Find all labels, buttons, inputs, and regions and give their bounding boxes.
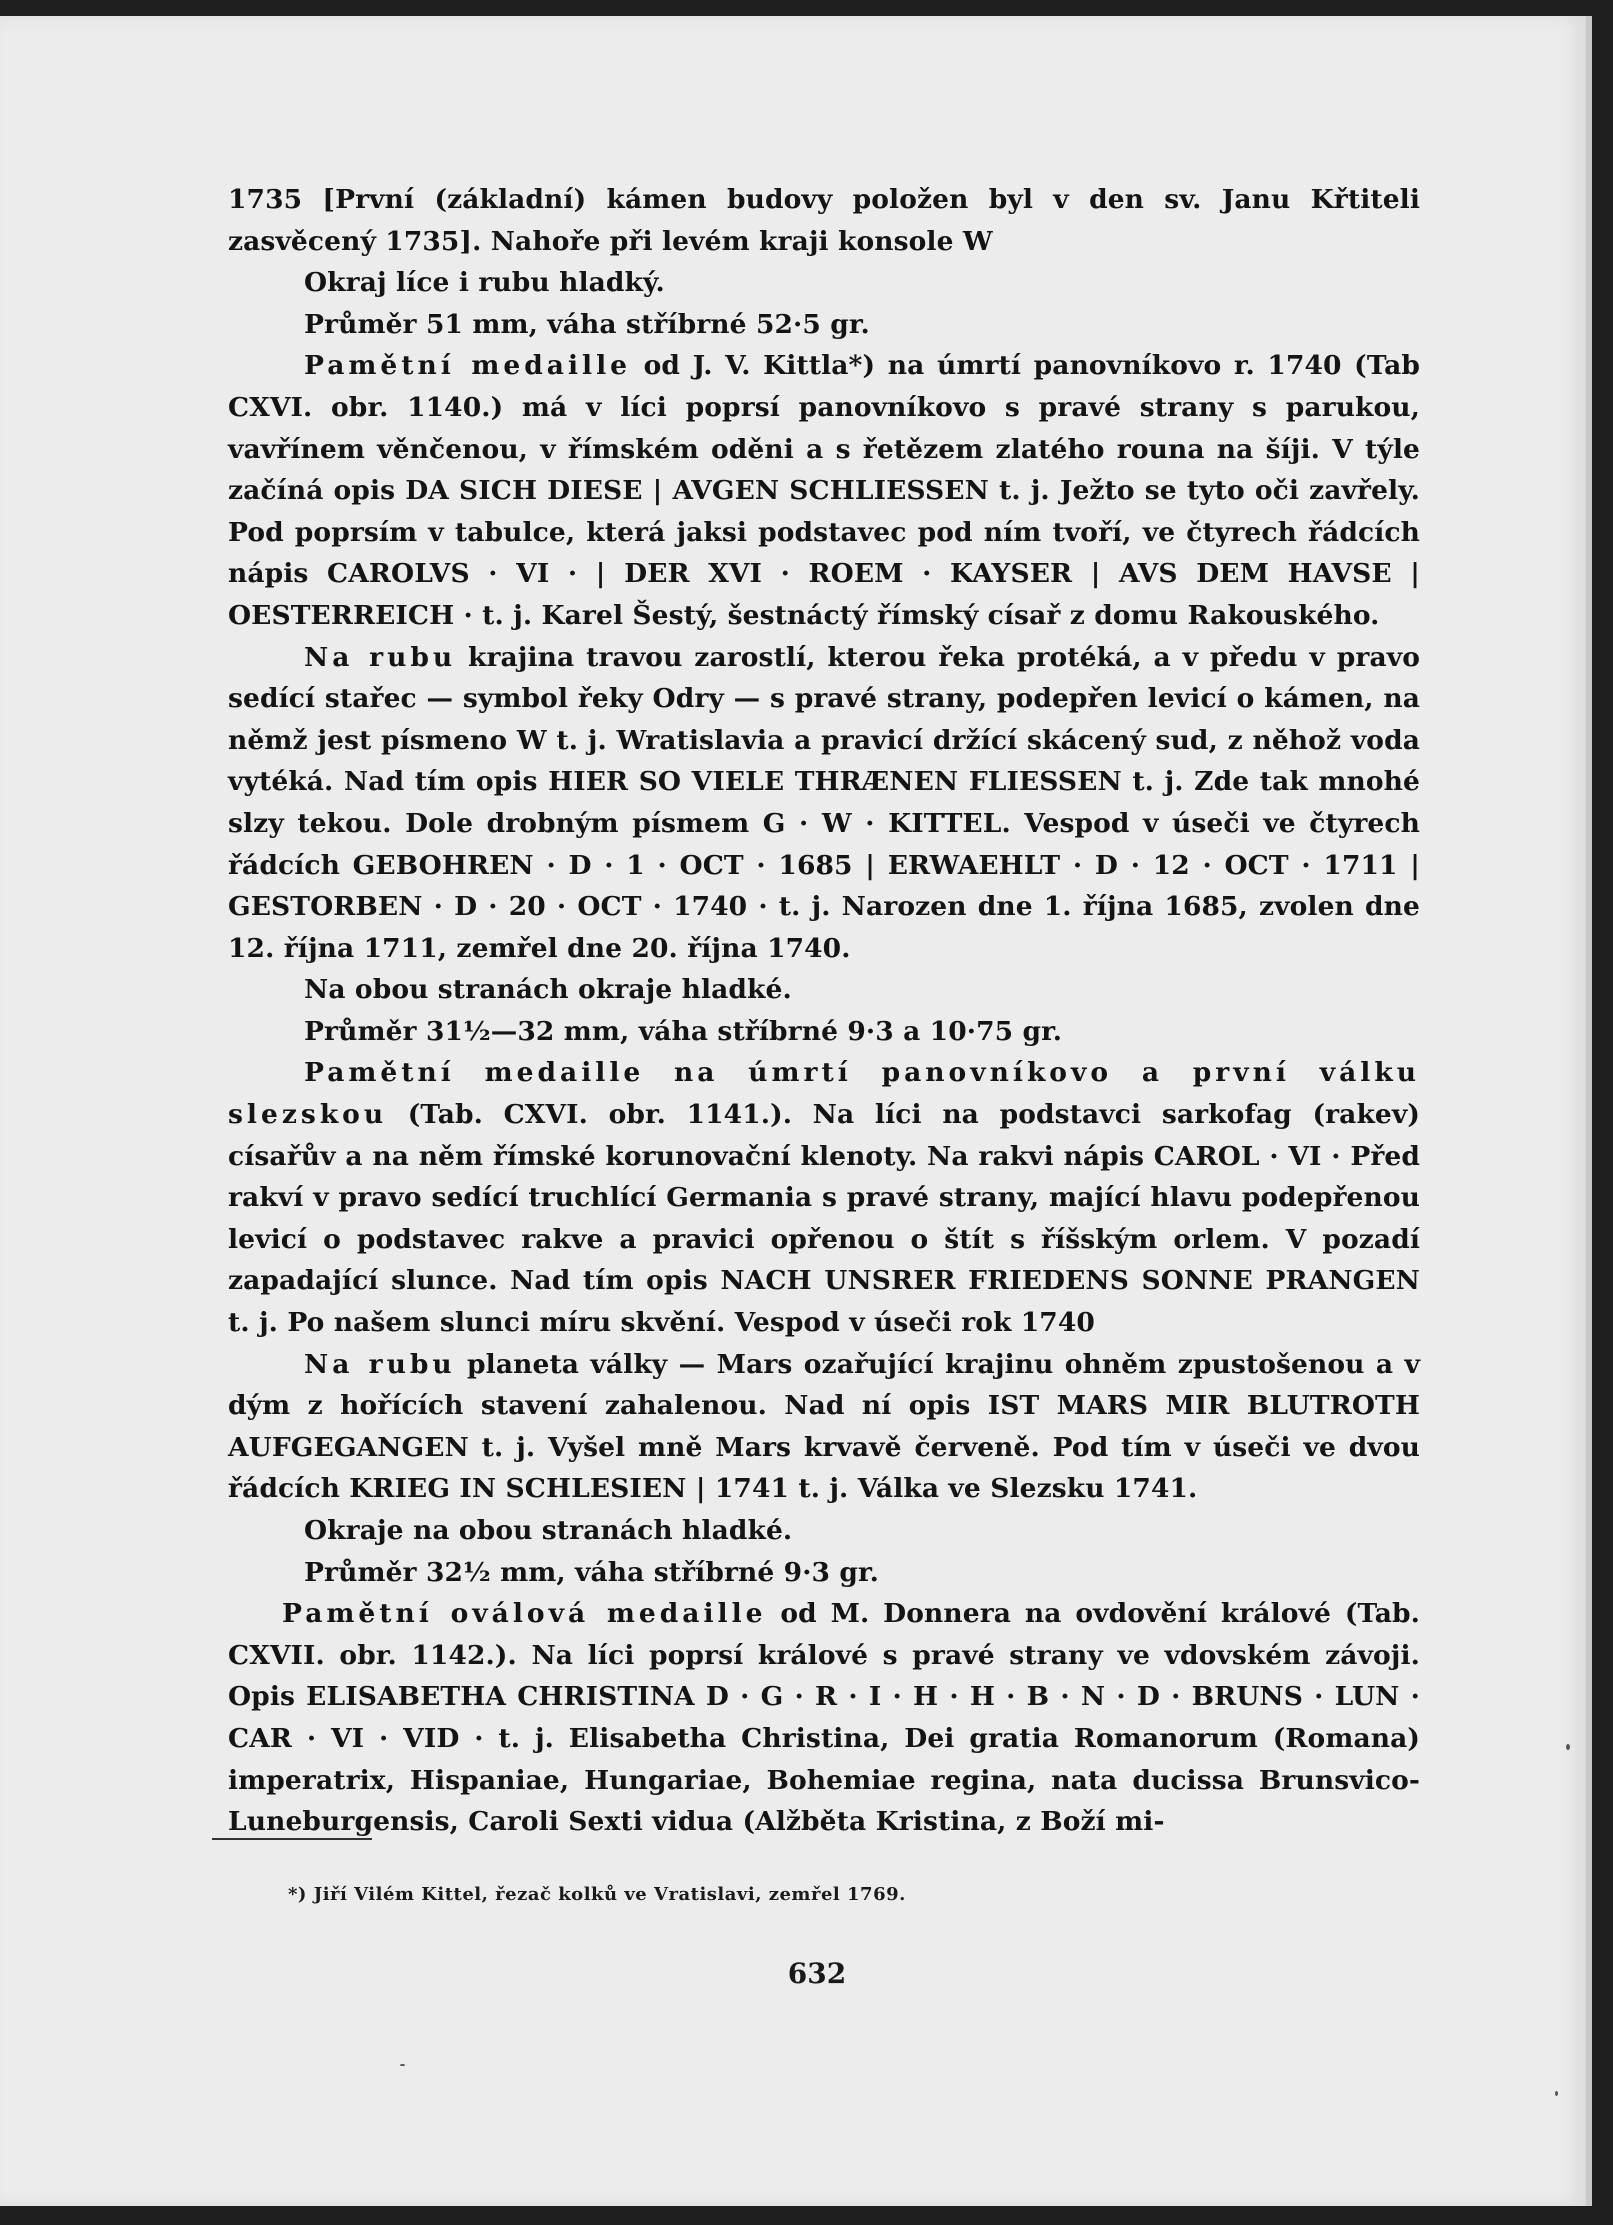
spaced-heading: Pamětní medaille (304, 350, 632, 382)
paragraph: 1735 [První (základní) kámen budovy položen byl v den sv. Janu Křtiteli zasvěcený 1735]. Nahoře při levém kraji konsole W (228, 184, 1420, 257)
paragraph: Pamětní oválová medaille od M. Donnera na ovdovění králové (Tab. CXVII. obr. 1142.). Na líci poprsí králové s pravé strany ve vdovském závoji. Opis ELISABETHA CHRISTINA D · G · R · I · H · H · B · N · D · BRUNS · LUN · CAR · VI · VID · t. j. Elisabetha Christina, Dei gratia Romanorum (Romana) imperatrix, Hispaniae, Hungariae, Bohemiae regina, nata ducissa Brunsvico-Luneburgensis, Caroli Sexti vidua (Alžběta Kristina, z Boží mi- (228, 1598, 1420, 1838)
spaced-heading: Pamětní oválová medaille (282, 1598, 767, 1630)
paragraph: Na rubu planeta války — Mars ozařující krajinu ohněm zpustošenou a v dým z hořících stavení zahalenou. Nad ní opis IST MARS MIR BLUTROTH AUFGEGANGEN t. j. Vyšel mně Mars krvavě červeně. Pod tím v úseči ve dvou řádcích KRIEG IN SCHLESIEN | 1741 t. j. Válka ve Slezsku 1741. (228, 1348, 1420, 1505)
paragraph: Okraj líce i rubu hladký. (304, 267, 665, 299)
spaced-heading: Pamětní medaille na úmrtí panovníkovo a první válku slezskou (228, 1057, 1420, 1131)
scan-speck (400, 2064, 405, 2066)
paragraph: Na obou stranách okraje hladké. (304, 974, 792, 1006)
paragraph: Pamětní medaille na úmrtí panovníkovo a první válku slezskou (Tab. CXVI. obr. 1141.). Na líci na podstavci sarkofag (rakev) císařův a na něm římské korunovační klenoty. Na rakvi nápis CAROL · VI · Před rakví v pravo sedící truchlící Germania s pravé strany, mající hlavu podepřenou levicí o podstavec rakve a pravici opřenou o štít s říšským orlem. V pozadí zapadající slunce. Nad tím opis NACH UNSRER FRIEDENS SONNE PRANGEN t. j. Po našem slunci míru skvění. Vespod v úseči rok 1740 (228, 1057, 1420, 1339)
paragraph: Pamětní medaille od J. V. Kittla*) na úmrtí panovníkovo r. 1740 (Tab CXVI. obr. 1140.) má v líci poprsí panovníkovo s pravé strany s parukou, vavřínem věnčenou, v římském oděni a s řetězem zlatého rouna na šíji. V týle začíná opis DA SICH DIESE | AVGEN SCHLIESSEN t. j. Ježto se tyto oči zavřely. Pod poprsím v tabulce, která jaksi podstavec pod ním tvoří, ve čtyrech řádcích nápis CAROLVS · VI · | DER XVI · ROEM · KAYSER | AVS DEM HAVSE | OESTERREICH · t. j. Karel Šestý, šestnáctý římský císař z domu Rakouského. (228, 350, 1420, 631)
paragraph: Průměr 32½ mm, váha stříbrné 9·3 gr. (304, 1556, 879, 1588)
book-page (0, 16, 1592, 2206)
footnote: *) Jiří Vilém Kittel, řezač kolků ve Vratislavi, zemřel 1769. (288, 1884, 906, 1905)
footnote-rule (212, 1838, 372, 1840)
paragraph: Průměr 51 mm, váha stříbrné 52·5 gr. (304, 308, 870, 340)
paragraph: Okraje na obou stranách hladké. (304, 1515, 793, 1546)
scan-speck (1555, 2091, 1558, 2096)
body-text (228, 179, 1420, 1843)
paragraph: Průměr 31½—32 mm, váha stříbrné 9·3 a 10·75 gr. (304, 1015, 1063, 1047)
paragraph: Na rubu krajina travou zarostlí, kterou řeka protéká, a v předu v pravo sedící stařec — symbol řeky Odry — s pravé strany, podepřen levicí o kámen, na němž jest písmeno W t. j. Wratislavia a pravicí držící skácený sud, z něhož voda vytéká. Nad tím opis HIER SO VIELE THRÆNEN FLIESSEN t. j. Zde tak mnohé slzy tekou. Dole drobným písmem G · W · KITTEL. Vespod v úseči ve čtyrech řádcích GEBOHREN · D · 1 · OCT · 1685 | ERWAEHLT · D · 12 · OCT · 1711 | GESTORBEN · D · 20 · OCT · 1740 · t. j. Narozen dne 1. října 1685, zvolen dne 12. října 1711, zemřel dne 20. října 1740. (228, 641, 1420, 964)
page-number: 632 (787, 1957, 847, 1990)
scan-speck (1566, 1744, 1570, 1750)
spaced-heading: Na rubu (304, 641, 457, 673)
spaced-heading: Na rubu (304, 1348, 456, 1380)
